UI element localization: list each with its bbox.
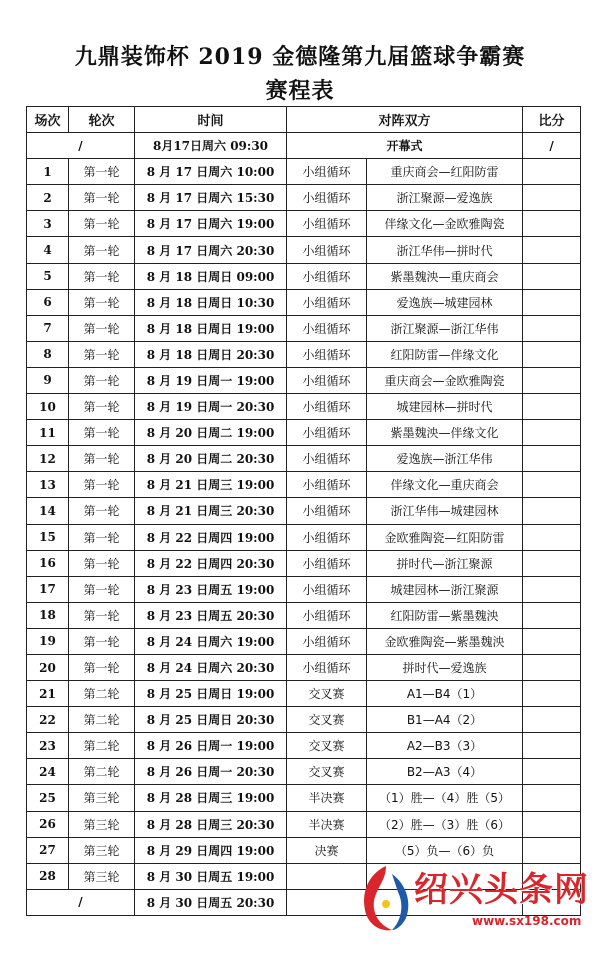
row-round: 第一轮 (69, 446, 135, 472)
row-round: 第一轮 (69, 211, 135, 237)
row-stage: 小组循环 (287, 524, 367, 550)
row-match: 城建园林—浙江聚源 (367, 576, 523, 602)
row-round: 第一轮 (69, 237, 135, 263)
row-round: 第一轮 (69, 628, 135, 654)
row-no: 7 (27, 315, 69, 341)
row-no: 14 (27, 498, 69, 524)
row-stage: 半决赛 (287, 785, 367, 811)
row-round: 第一轮 (69, 654, 135, 680)
row-round: 第一轮 (69, 159, 135, 185)
row-no: 19 (27, 628, 69, 654)
watermark (352, 858, 592, 946)
row-stage: 小组循环 (287, 185, 367, 211)
row-round: 第一轮 (69, 367, 135, 393)
row-stage: 小组循环 (287, 576, 367, 602)
row-time: 8 月 29 日周四 19:00 (135, 837, 287, 863)
row-time: 8 月 30 日周五 19:00 (135, 863, 287, 889)
row-round: 第一轮 (69, 524, 135, 550)
row-stage: 小组循环 (287, 237, 367, 263)
opening-event: 开幕式 (287, 133, 523, 159)
row-stage: 交叉赛 (287, 707, 367, 733)
closing-time: 8 月 30 日周五 20:30 (135, 889, 287, 915)
row-match: 红阳防雷—伴缘文化 (367, 341, 523, 367)
row-time: 8 月 18 日周日 20:30 (135, 341, 287, 367)
row-match: 拼时代—浙江聚源 (367, 550, 523, 576)
row-score (523, 576, 581, 602)
row-time: 8 月 17 日周六 15:30 (135, 185, 287, 211)
row-match: 浙江华伟—城建园林 (367, 498, 523, 524)
row-round: 第一轮 (69, 550, 135, 576)
row-stage: 小组循环 (287, 315, 367, 341)
row-score (523, 759, 581, 785)
row-match: 浙江聚源—爱逸族 (367, 185, 523, 211)
row-match: 重庆商会—金欧雅陶瓷 (367, 367, 523, 393)
row-match: 城建园林—拼时代 (367, 394, 523, 420)
row-match: 伴缘文化—金欧雅陶瓷 (367, 211, 523, 237)
row-round: 第一轮 (69, 576, 135, 602)
table-row (27, 367, 581, 393)
row-stage: 小组循环 (287, 367, 367, 393)
row-match: A2—B3（3） (367, 733, 523, 759)
row-score (523, 681, 581, 707)
row-stage: 小组循环 (287, 472, 367, 498)
row-stage: 交叉赛 (287, 759, 367, 785)
row-stage: 小组循环 (287, 628, 367, 654)
row-time: 8 月 24 日周六 19:00 (135, 628, 287, 654)
table-row (27, 211, 581, 237)
opening-row (27, 133, 581, 159)
table-row (27, 237, 581, 263)
row-match: （5）负—（6）负 (367, 837, 523, 863)
row-score (523, 237, 581, 263)
row-stage: 小组循环 (287, 394, 367, 420)
row-score (523, 446, 581, 472)
row-time: 8 月 21 日周三 19:00 (135, 472, 287, 498)
row-score (523, 394, 581, 420)
row-no: 2 (27, 185, 69, 211)
table-row (27, 759, 581, 785)
row-time: 8 月 18 日周日 19:00 (135, 315, 287, 341)
row-no: 28 (27, 863, 69, 889)
row-time: 8 月 28 日周三 19:00 (135, 785, 287, 811)
page-title: 九鼎装饰杯 2019 金德隆第九届篮球争霸赛 (74, 44, 526, 70)
row-score (523, 472, 581, 498)
row-no: 18 (27, 602, 69, 628)
row-no: 16 (27, 550, 69, 576)
row-time: 8 月 20 日周二 20:30 (135, 446, 287, 472)
table-row (27, 315, 581, 341)
row-stage: 小组循环 (287, 446, 367, 472)
table-row (27, 733, 581, 759)
row-time: 8 月 17 日周六 19:00 (135, 211, 287, 237)
row-match: （2）胜—（3）胜（6） (367, 811, 523, 837)
row-stage: 小组循环 (287, 602, 367, 628)
row-stage: 小组循环 (287, 341, 367, 367)
watermark-logo-icon (356, 864, 416, 934)
row-no: 8 (27, 341, 69, 367)
row-match: 伴缘文化—重庆商会 (367, 472, 523, 498)
row-no: 23 (27, 733, 69, 759)
header-time: 时间 (135, 107, 287, 133)
row-round: 第二轮 (69, 759, 135, 785)
row-score (523, 707, 581, 733)
schedule-table (26, 106, 581, 916)
row-match: 金欧雅陶瓷—红阳防雷 (367, 524, 523, 550)
row-time: 8 月 22 日周四 20:30 (135, 550, 287, 576)
header-score: 比分 (523, 107, 581, 133)
row-time: 8 月 19 日周一 20:30 (135, 394, 287, 420)
table-row (27, 524, 581, 550)
row-score (523, 602, 581, 628)
row-round: 第一轮 (69, 498, 135, 524)
row-score (523, 524, 581, 550)
row-score (523, 315, 581, 341)
row-no: 25 (27, 785, 69, 811)
row-no: 4 (27, 237, 69, 263)
row-time: 8 月 23 日周五 20:30 (135, 602, 287, 628)
table-row (27, 654, 581, 680)
table-row (27, 446, 581, 472)
row-no: 22 (27, 707, 69, 733)
row-score (523, 498, 581, 524)
table-row (27, 576, 581, 602)
row-round: 第三轮 (69, 811, 135, 837)
table-row (27, 785, 581, 811)
row-round: 第二轮 (69, 681, 135, 707)
row-round: 第一轮 (69, 315, 135, 341)
row-no: 20 (27, 654, 69, 680)
page-subtitle: 赛程表 (265, 78, 335, 104)
row-score (523, 420, 581, 446)
row-no: 24 (27, 759, 69, 785)
row-stage: 小组循环 (287, 420, 367, 446)
row-match: B2—A3（4） (367, 759, 523, 785)
row-stage: 小组循环 (287, 159, 367, 185)
row-round: 第一轮 (69, 341, 135, 367)
row-match: 浙江聚源—浙江华伟 (367, 315, 523, 341)
table-row (27, 394, 581, 420)
row-time: 8 月 18 日周日 09:00 (135, 263, 287, 289)
row-no: 17 (27, 576, 69, 602)
table-row (27, 681, 581, 707)
row-match: 金欧雅陶瓷—紫墨魏泱 (367, 628, 523, 654)
row-match: 浙江华伟—拼时代 (367, 237, 523, 263)
row-score (523, 628, 581, 654)
row-stage: 小组循环 (287, 550, 367, 576)
row-score (523, 785, 581, 811)
header-match: 对阵双方 (287, 107, 523, 133)
row-score (523, 550, 581, 576)
row-no: 10 (27, 394, 69, 420)
row-time: 8 月 28 日周三 20:30 (135, 811, 287, 837)
row-score (523, 159, 581, 185)
row-stage: 小组循环 (287, 211, 367, 237)
table-row (27, 289, 581, 315)
row-round: 第一轮 (69, 472, 135, 498)
opening-score: / (523, 133, 581, 159)
row-no: 6 (27, 289, 69, 315)
table-row (27, 263, 581, 289)
row-match: （1）胜—（4）胜（5） (367, 785, 523, 811)
row-score (523, 367, 581, 393)
row-no: 3 (27, 211, 69, 237)
row-match: A1—B4（1） (367, 681, 523, 707)
closing-slash: / (27, 889, 135, 915)
row-no: 21 (27, 681, 69, 707)
row-time: 8 月 21 日周三 20:30 (135, 498, 287, 524)
watermark-url: www.sx198.com (472, 914, 582, 928)
row-no: 1 (27, 159, 69, 185)
row-round: 第二轮 (69, 733, 135, 759)
header-no: 场次 (27, 107, 69, 133)
row-stage: 小组循环 (287, 289, 367, 315)
row-time: 8 月 24 日周六 20:30 (135, 654, 287, 680)
row-no: 11 (27, 420, 69, 446)
watermark-text: 绍兴头条网 (414, 870, 589, 910)
row-stage: 小组循环 (287, 263, 367, 289)
table-row (27, 628, 581, 654)
table-row (27, 498, 581, 524)
table-row (27, 550, 581, 576)
row-time: 8 月 22 日周四 19:00 (135, 524, 287, 550)
row-time: 8 月 17 日周六 20:30 (135, 237, 287, 263)
opening-slash: / (27, 133, 135, 159)
row-score (523, 289, 581, 315)
row-time: 8 月 26 日周一 19:00 (135, 733, 287, 759)
row-no: 27 (27, 837, 69, 863)
row-stage: 小组循环 (287, 498, 367, 524)
row-no: 26 (27, 811, 69, 837)
row-match: 重庆商会—红阳防雷 (367, 159, 523, 185)
row-no: 15 (27, 524, 69, 550)
row-round: 第一轮 (69, 394, 135, 420)
row-time: 8 月 19 日周一 19:00 (135, 367, 287, 393)
row-round: 第三轮 (69, 863, 135, 889)
row-round: 第一轮 (69, 263, 135, 289)
table-row (27, 472, 581, 498)
row-stage: 交叉赛 (287, 733, 367, 759)
row-round: 第一轮 (69, 289, 135, 315)
table-row (27, 341, 581, 367)
row-score (523, 211, 581, 237)
row-match: B1—A4（2） (367, 707, 523, 733)
row-stage: 交叉赛 (287, 681, 367, 707)
row-round: 第三轮 (69, 785, 135, 811)
opening-time: 8月17日周六 09:30 (135, 133, 287, 159)
row-score (523, 733, 581, 759)
row-time: 8 月 25 日周日 19:00 (135, 681, 287, 707)
row-no: 13 (27, 472, 69, 498)
table-row (27, 602, 581, 628)
row-round: 第一轮 (69, 185, 135, 211)
row-time: 8 月 17 日周六 10:00 (135, 159, 287, 185)
row-score (523, 263, 581, 289)
row-time: 8 月 23 日周五 19:00 (135, 576, 287, 602)
row-stage: 小组循环 (287, 654, 367, 680)
row-round: 第二轮 (69, 707, 135, 733)
row-score (523, 341, 581, 367)
row-score (523, 811, 581, 837)
row-match: 拼时代—爱逸族 (367, 654, 523, 680)
row-match: 爱逸族—城建园林 (367, 289, 523, 315)
row-time: 8 月 25 日周日 20:30 (135, 707, 287, 733)
row-time: 8 月 18 日周日 10:30 (135, 289, 287, 315)
row-stage: 决赛 (287, 837, 367, 863)
row-stage: 半决赛 (287, 811, 367, 837)
row-match: 红阳防雷—紫墨魏泱 (367, 602, 523, 628)
row-round: 第一轮 (69, 602, 135, 628)
row-score (523, 654, 581, 680)
row-no: 5 (27, 263, 69, 289)
table-header-row (27, 107, 581, 133)
row-round: 第三轮 (69, 837, 135, 863)
row-no: 9 (27, 367, 69, 393)
row-time: 8 月 20 日周二 19:00 (135, 420, 287, 446)
row-match: 紫墨魏泱—重庆商会 (367, 263, 523, 289)
row-match: 爱逸族—浙江华伟 (367, 446, 523, 472)
table-row (27, 420, 581, 446)
row-score (523, 185, 581, 211)
header-round: 轮次 (69, 107, 135, 133)
table-row (27, 707, 581, 733)
table-row (27, 159, 581, 185)
table-row (27, 811, 581, 837)
row-no: 12 (27, 446, 69, 472)
row-match: 紫墨魏泱—伴缘文化 (367, 420, 523, 446)
row-round: 第一轮 (69, 420, 135, 446)
row-time: 8 月 26 日周一 20:30 (135, 759, 287, 785)
table-row (27, 185, 581, 211)
